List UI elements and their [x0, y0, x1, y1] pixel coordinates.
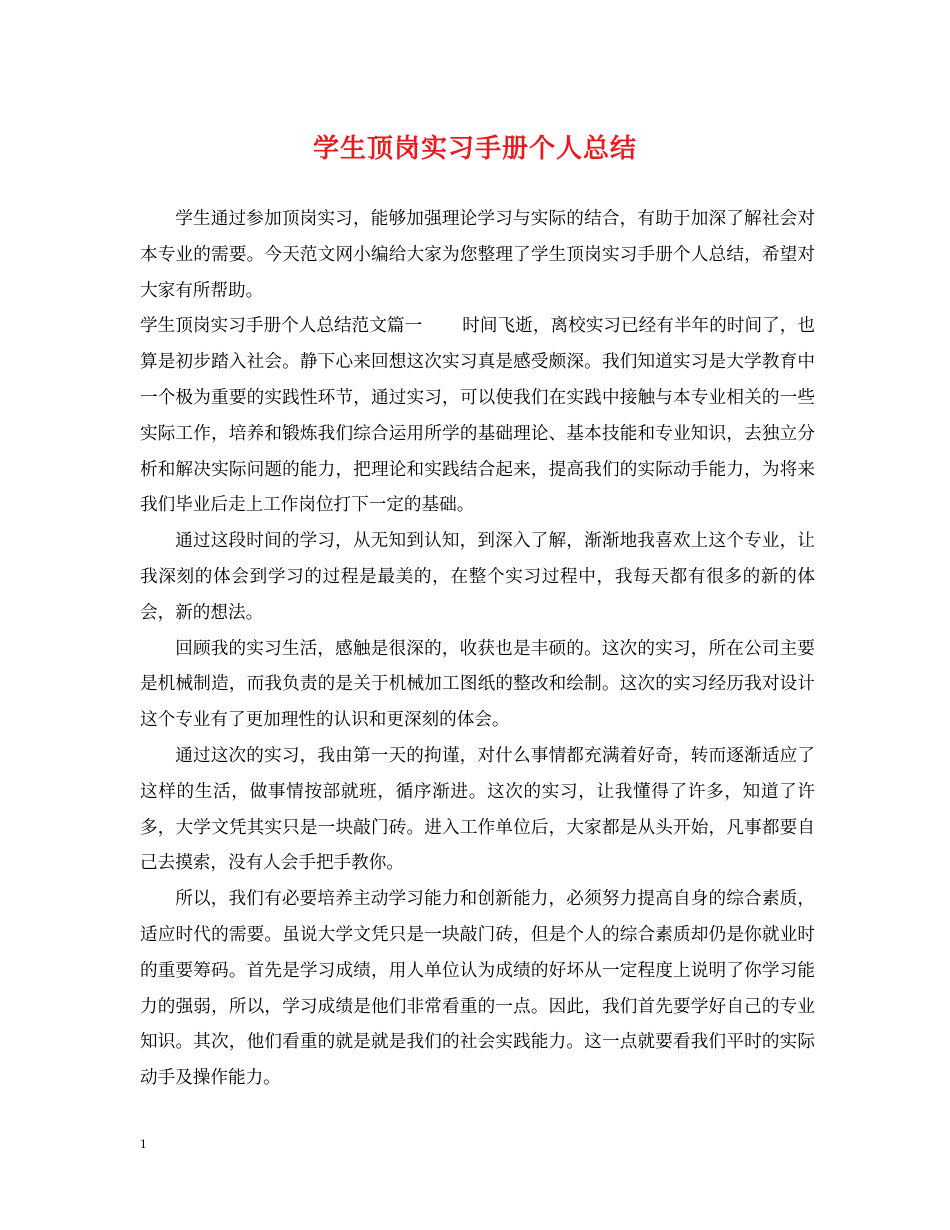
section-paragraph	[140, 309, 815, 524]
section-lead-text: 时间飞逝，离校实习已经有半年的时间了，也算是初步踏入社会。静下心来回想这次实习真是感受颇深。我们知道实习是大学教育中一个极为重要的实践性环节，通过实习，可以使我们在实践中接触与本专业相关的一些实际工作，培养和锻炼我们综合运用所学的基础理论、基本技能和专业知识，去独立分析和解决实际问题的能力，把理论和实践结合起来，提高我们的实际动手能力，为将来我们毕业后走上工作岗位打下一定的基础。	[140, 316, 815, 516]
intro-paragraph: 学生通过参加顶岗实习，能够加强理论学习与实际的结合，有助于加深了解社会对本专业的需要。今天范文网小编给大家为您整理了学生顶岗实习手册个人总结，希望对大家有所帮助。	[140, 209, 815, 301]
body-paragraph: 通过这段时间的学习，从无知到认知，到深入了解，渐渐地我喜欢上这个专业，让我深刻的体会到学习的过程是最美的，在整个实习过程中，我每天都有很多的新的体会，新的想法。	[140, 531, 815, 623]
page-number: 1	[140, 1136, 147, 1151]
document-body	[140, 202, 815, 1097]
body-paragraph: 回顾我的实习生活，感触是很深的，收获也是丰硕的。这次的实习，所在公司主要是机械制造，而我负责的是关于机械加工图纸的整改和绘制。这次的实习经历我对设计这个专业有了更加理性的认识和更深刻的体会。	[140, 638, 815, 731]
body-paragraph: 通过这次的实习，我由第一天的拘谨，对什么事情都充满着好奇，转而逐渐适应了这样的生活，做事情按部就班，循序渐进。这次的实习，让我懂得了许多，知道了许多，大学文凭其实只是一块敲门砖。进入工作单位后，大家都是从头开始，凡事都要自己去摸索，没有人会手把手教你。	[140, 745, 815, 874]
section-heading: 学生顶岗实习手册个人总结范文篇一	[140, 316, 423, 337]
body-paragraph: 所以，我们有必要培养主动学习能力和创新能力，必须努力提高自身的综合素质，适应时代的需要。虽说大学文凭只是一块敲门砖，但是个人的综合素质却仍是你就业时的重要筹码。首先是学习成绩，用人单位认为成绩的好坏从一定程度上说明了你学习能力的强弱，所以，学习成绩是他们非常看重的一点。因此，我们首先要学好自己的专业知识。其次，他们看重的就是就是我们的社会实践能力。这一点就要看我们平时的实际动手及操作能力。	[140, 889, 815, 1089]
document-title: 学生顶岗实习手册个人总结	[312, 134, 637, 164]
